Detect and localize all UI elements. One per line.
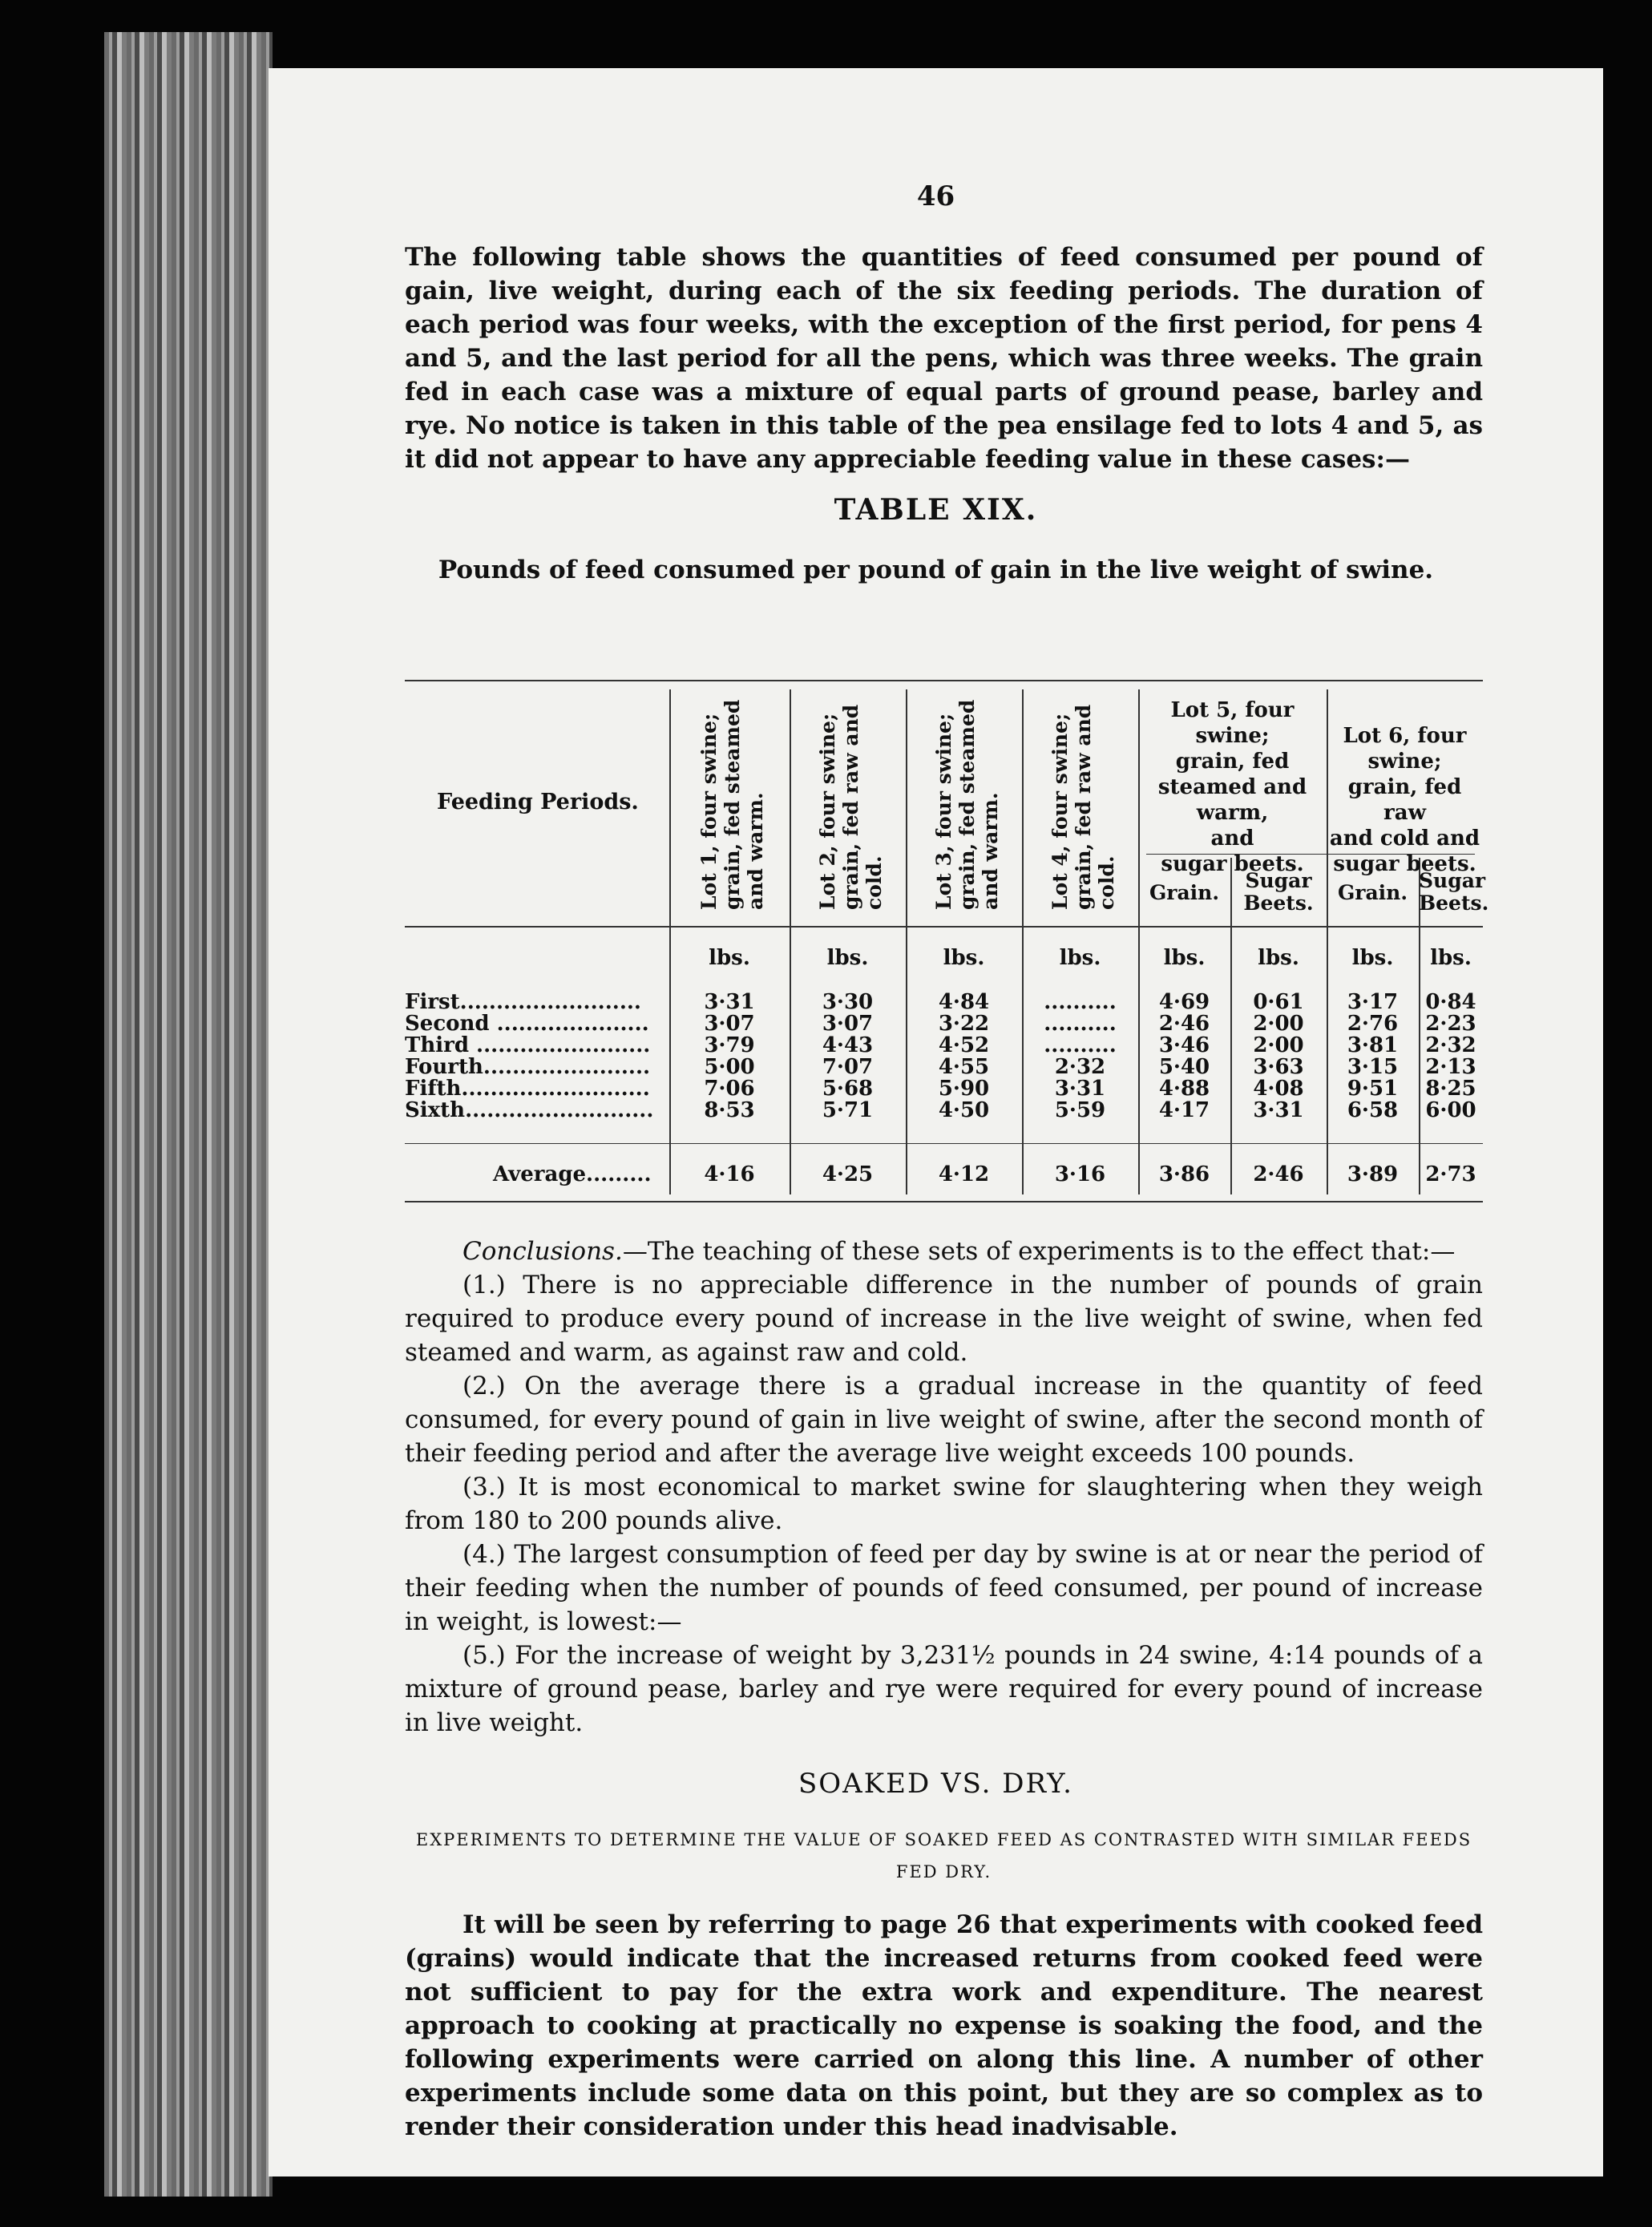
lot2-header: Lot 2, four swine; grain, fed raw and cold. bbox=[816, 704, 886, 910]
average-cell: 4·25 bbox=[822, 1162, 874, 1186]
lot5-header: Lot 5, four swine; grain, fed steamed and warm, and sugar beets. bbox=[1157, 698, 1307, 876]
table-cell: 9·51 bbox=[1347, 1077, 1399, 1101]
table-cell: 2·32 bbox=[1425, 1033, 1476, 1057]
section-title: SOAKED VS. DRY. bbox=[798, 1768, 1073, 1800]
conclusions-intro bbox=[405, 1235, 1483, 1268]
table-cell: 4·88 bbox=[1158, 1077, 1210, 1101]
table-cell: 0·61 bbox=[1253, 990, 1304, 1014]
unit-cell: lbs. bbox=[943, 946, 985, 970]
table-average-rule bbox=[405, 1143, 1483, 1144]
table-cell: 5·90 bbox=[938, 1077, 990, 1101]
conclusion-1: (1.) There is no appreciable difference in the number of pounds of grain required to produce every pound of increase in the live weight of swine, when fed steamed and warm, as against raw and cold. bbox=[405, 1271, 1483, 1367]
table-cell: 6·00 bbox=[1425, 1098, 1476, 1122]
average-cell: 2·73 bbox=[1425, 1162, 1476, 1186]
average-cell: 2·46 bbox=[1253, 1162, 1304, 1186]
lot6-beets-header: Sugar Beets. bbox=[1419, 869, 1489, 915]
table-cell: 2·00 bbox=[1253, 1033, 1304, 1057]
table-subtitle: Pounds of feed consumed per pound of gain in the live weight of swine. bbox=[438, 556, 1434, 584]
lot1-header: Lot 1, four swine; grain, fed steamed and warm. bbox=[697, 699, 767, 910]
feed-table bbox=[405, 609, 1489, 1215]
row-label: Fifth.......................... bbox=[405, 1077, 650, 1101]
conclusions-lead-rest: —The teaching of these sets of experiments is to the effect that:— bbox=[622, 1237, 1456, 1266]
row-label: Fourth....................... bbox=[405, 1055, 651, 1079]
table-cell: 2·46 bbox=[1158, 1012, 1210, 1036]
table-cell: 7·07 bbox=[822, 1055, 874, 1079]
table-cell: 3·63 bbox=[1253, 1055, 1304, 1079]
table-bottom-rule bbox=[405, 1201, 1483, 1202]
unit-cell: lbs. bbox=[1351, 946, 1394, 970]
table-cell: 4·69 bbox=[1158, 990, 1210, 1014]
unit-cell: lbs. bbox=[826, 946, 869, 970]
table-cell: 3·30 bbox=[822, 990, 874, 1014]
table-cell: 0·84 bbox=[1425, 990, 1476, 1014]
page-number: 46 bbox=[916, 180, 955, 212]
table-cell: 3·46 bbox=[1158, 1033, 1210, 1057]
scanned-page bbox=[269, 68, 1603, 2176]
unit-cell: lbs. bbox=[1430, 946, 1472, 970]
average-cell: 3·89 bbox=[1347, 1162, 1399, 1186]
table-cell: 3·17 bbox=[1347, 990, 1399, 1014]
table-cell: 2·76 bbox=[1347, 1012, 1399, 1036]
lot4-header: Lot 4, four swine; grain, fed raw and cold. bbox=[1048, 704, 1118, 910]
table-cell: 4·84 bbox=[938, 990, 990, 1014]
conclusions-lead: Conclusions. bbox=[462, 1237, 623, 1266]
conclusion-4: (4.) The largest consumption of feed per day by swine is at or near the period of their feeding when the number of pounds of feed consumed, per pound of increase in weight, is lowest:— bbox=[405, 1540, 1483, 1636]
table-cell: 2·23 bbox=[1425, 1012, 1476, 1036]
table-cell: 4·52 bbox=[938, 1033, 990, 1057]
table-cell: 3·22 bbox=[938, 1012, 990, 1036]
table-header-rule bbox=[405, 926, 1483, 928]
table-cell: 3·81 bbox=[1347, 1033, 1399, 1057]
table-cell: 6·58 bbox=[1347, 1098, 1399, 1122]
table-caption: TABLE XIX. bbox=[834, 493, 1038, 527]
section-body bbox=[405, 1908, 1483, 2144]
table-cell: 5·71 bbox=[822, 1098, 874, 1122]
lot6-grain-header: Grain. bbox=[1337, 881, 1408, 904]
table-cell: 5·68 bbox=[822, 1077, 874, 1101]
row-label: Sixth.......................... bbox=[405, 1098, 654, 1122]
table-cell: 4·50 bbox=[938, 1098, 990, 1122]
table-cell: 4·55 bbox=[938, 1055, 990, 1079]
table-cell: .......... bbox=[1044, 990, 1117, 1014]
average-cell: 3·16 bbox=[1054, 1162, 1106, 1186]
average-cell: 4·12 bbox=[938, 1162, 990, 1186]
section-subtitle: EXPERIMENTS TO DETERMINE THE VALUE OF SOAKED FEED AS CONTRASTED WITH SIMILAR FEEDS FED DRY. bbox=[415, 1830, 1472, 1881]
row-label: First......................... bbox=[405, 990, 641, 1014]
table-cell: 8·53 bbox=[704, 1098, 755, 1122]
table-cell: 3·31 bbox=[1054, 1077, 1106, 1101]
intro-paragraph: The following table shows the quantities of feed consumed per pound of gain, live weight, during each of the six feeding periods. The duration of each period was four weeks, with the exception of the first period, for pens 4 and 5, and the last period for all the pens, which was three weeks. The grain fed in each case was a mixture of equal parts of ground pease, barley and rye. No notice is taken in this table of the pea ensilage fed to lots 4 and 5, as it did not appear to have any appreciable feeding value in these cases:— bbox=[405, 243, 1483, 474]
book-page-edges bbox=[104, 32, 273, 2197]
table-cell: 4·17 bbox=[1158, 1098, 1210, 1122]
table-cell: 3·31 bbox=[1253, 1098, 1304, 1122]
unit-cell: lbs. bbox=[1163, 946, 1206, 970]
unit-cell: lbs. bbox=[1059, 946, 1101, 970]
table-cell: 4·43 bbox=[822, 1033, 874, 1057]
table-top-rule bbox=[405, 680, 1483, 681]
conclusion-5: (5.) For the increase of weight by 3,231½ pounds in 24 swine, 4:14 pounds of a mixture of ground pease, barley and rye were required for every pound of increase in live weight. bbox=[405, 1641, 1483, 1737]
conclusion-3: (3.) It is most economical to market swine for slaughtering when they weigh from 180 to 200 pounds alive. bbox=[405, 1473, 1483, 1535]
table-cell: 2·32 bbox=[1054, 1055, 1106, 1079]
table-cell: 3·07 bbox=[704, 1012, 755, 1036]
table-cell: 3·07 bbox=[822, 1012, 874, 1036]
table-cell: 3·15 bbox=[1347, 1055, 1399, 1079]
table-cell: 7·06 bbox=[704, 1077, 755, 1101]
average-label: Average......... bbox=[493, 1162, 652, 1186]
feeding-periods-header: Feeding Periods. bbox=[437, 790, 639, 814]
table-cell: 5·40 bbox=[1158, 1055, 1210, 1079]
lot3-header: Lot 3, four swine; grain, fed steamed and warm. bbox=[932, 699, 1002, 910]
table-cell: .......... bbox=[1044, 1033, 1117, 1057]
average-cell: 4·16 bbox=[704, 1162, 755, 1186]
table-cell: .......... bbox=[1044, 1012, 1117, 1036]
table-cell: 8·25 bbox=[1425, 1077, 1476, 1101]
row-label: Third ........................ bbox=[405, 1033, 651, 1057]
conclusion-2: (2.) On the average there is a gradual increase in the quantity of feed consumed, for every pound of gain in live weight of swine, after the second month of their feeding period and after the average live weight exceeds 100 pounds. bbox=[405, 1372, 1483, 1468]
table-cell: 3·79 bbox=[704, 1033, 755, 1057]
table-cell: 2·13 bbox=[1425, 1055, 1476, 1079]
table-cell: 2·00 bbox=[1253, 1012, 1304, 1036]
row-label: Second ..................... bbox=[405, 1012, 649, 1036]
unit-cell: lbs. bbox=[709, 946, 750, 970]
lot6-header: Lot 6, four swine; grain, fed raw and cold and sugar beets. bbox=[1329, 724, 1480, 876]
lot5-grain-header: Grain. bbox=[1149, 881, 1220, 904]
section-body-text: It will be seen by referring to page 26 that experiments with cooked feed (grains) would indicate that the increased returns from cooked feed were not sufficient to pay for the extra work and expenditure. The nearest approach to cooking at practically no expense is soaking the food, and the following experiments were carried on along this line. A number of other experiments include some data on this point, but they are so complex as to render their consideration under this head inadvisable. bbox=[405, 1910, 1483, 2141]
table-cell: 4·08 bbox=[1253, 1077, 1304, 1101]
lot5-beets-header: Sugar Beets. bbox=[1243, 869, 1314, 915]
table-cell: 5·00 bbox=[704, 1055, 755, 1079]
table-cell: 5·59 bbox=[1054, 1098, 1106, 1122]
conclusions bbox=[405, 1235, 1483, 1740]
average-cell: 3·86 bbox=[1158, 1162, 1210, 1186]
unit-cell: lbs. bbox=[1258, 946, 1299, 970]
table-cell: 3·31 bbox=[704, 990, 755, 1014]
